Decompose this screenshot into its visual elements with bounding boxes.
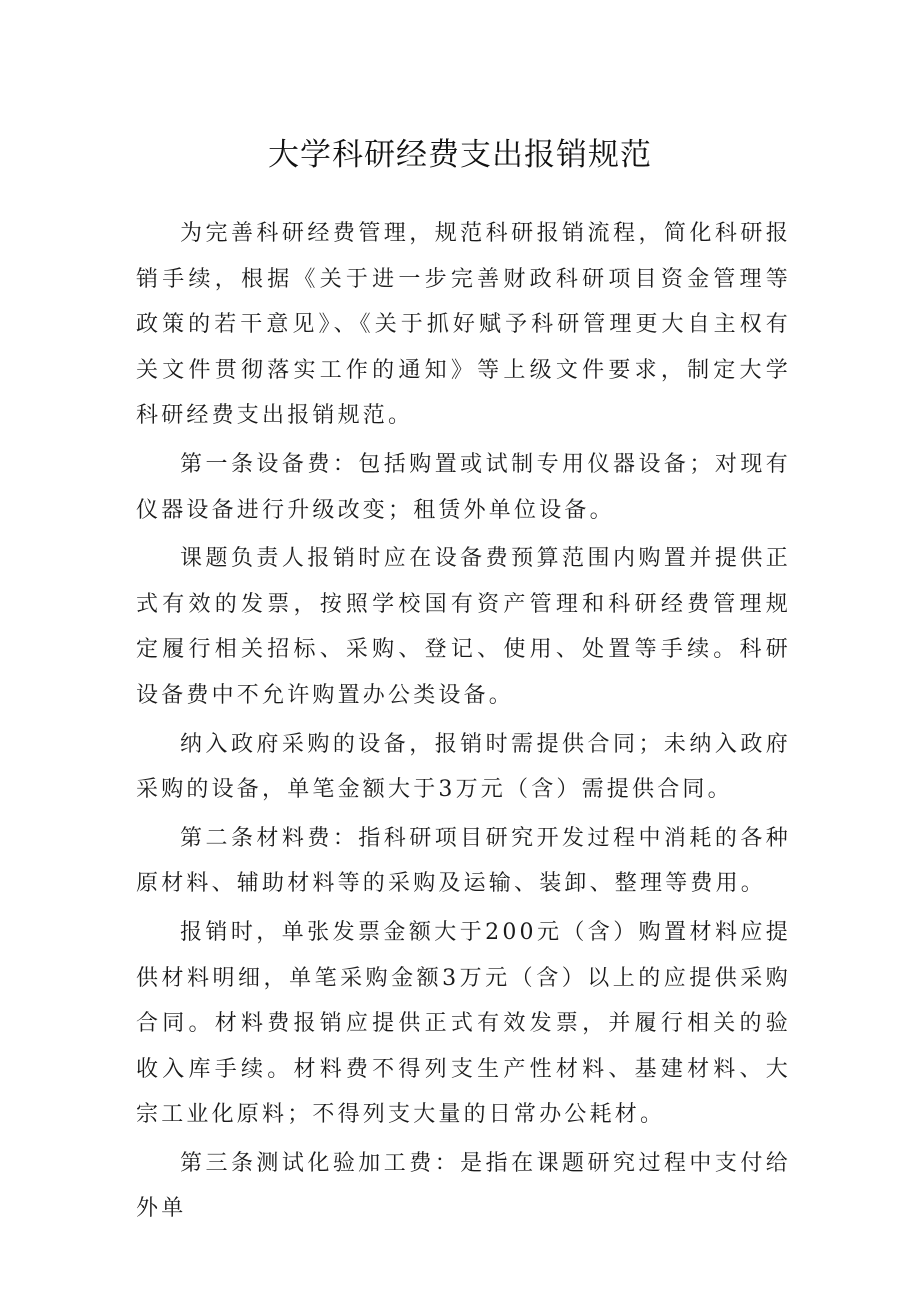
paragraph-procurement-contract: 纳入政府采购的设备，报销时需提供合同；未纳入政府采购的设备，单笔金额大于3万元（含）需提供合同。: [136, 731, 791, 803]
document-body: [136, 211, 791, 1235]
paragraph-article-3: 第三条测试化验加工费：是指在课题研究过程中支付给外单: [136, 1150, 791, 1222]
paragraph-equipment-reimbursement: 课题负责人报销时应在设备费预算范围内购置并提供正式有效的发票，按照学校国有资产管理和科研经费管理规定履行相关招标、采购、登记、使用、处置等手续。科研设备费中不允许购置办公类设备。: [136, 546, 791, 708]
paragraph-article-1: 第一条设备费：包括购置或试制专用仪器设备；对现有仪器设备进行升级改变；租赁外单位设备。: [136, 451, 791, 523]
paragraph-article-2: 第二条材料费：指科研项目研究开发过程中消耗的各种原材料、辅助材料等的采购及运输、装卸、整理等费用。: [136, 825, 791, 897]
document-title: 大学科研经费支出报销规范: [268, 137, 652, 173]
paragraph-materials-reimbursement: 报销时，单张发票金额大于200元（含）购置材料应提供材料明细，单笔采购金额3万元（含）以上的应提供采购合同。材料费报销应提供正式有效发票，并履行相关的验收入库手续。材料费不得列支生产性材料、基建材料、大宗工业化原料；不得列支大量的日常办公耗材。: [136, 919, 791, 1128]
paragraph-intro: 为完善科研经费管理，规范科研报销流程，简化科研报销手续，根据《关于进一步完善财政科研项目资金管理等政策的若干意见》、《关于抓好赋予科研管理更大自主权有关文件贯彻落实工作的通知》等上级文件要求，制定大学科研经费支出报销规范。: [136, 221, 791, 429]
